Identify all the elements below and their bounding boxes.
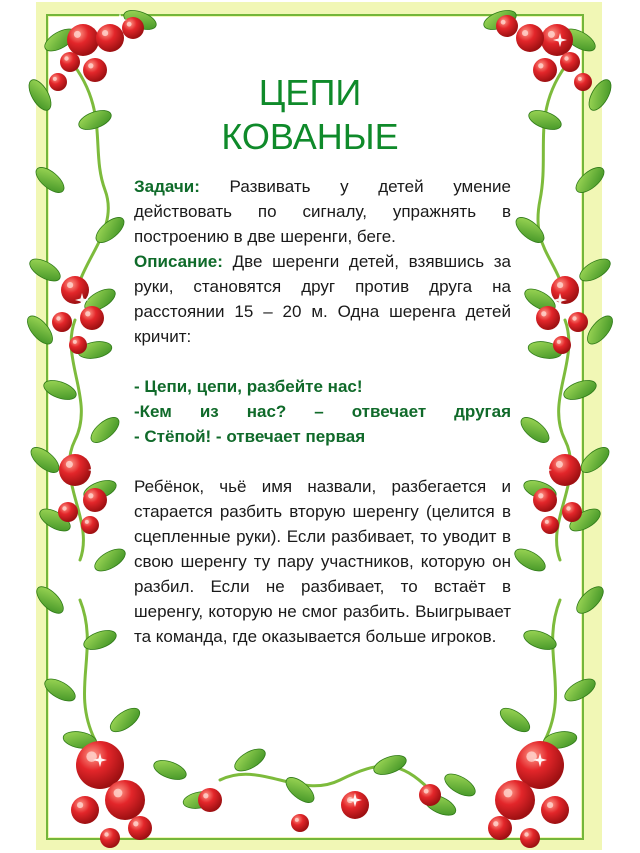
berry-highlight <box>501 20 506 25</box>
tasks-paragraph <box>134 174 511 249</box>
berry-highlight <box>88 493 93 498</box>
berry-icon <box>58 502 78 522</box>
berry-highlight <box>88 63 93 68</box>
leaf-icon <box>91 545 128 576</box>
berry-highlight <box>545 520 549 524</box>
berry-highlight <box>114 789 123 798</box>
berry-icon <box>516 24 544 52</box>
berry-highlight <box>104 832 108 836</box>
berry-icon <box>52 312 72 332</box>
leaf-icon <box>106 704 143 737</box>
dialogue-line-3: - Стёпой! - отвечает первая <box>134 427 366 446</box>
berry-highlight <box>564 56 568 60</box>
berry-icon <box>496 15 518 37</box>
berry-icon <box>568 312 588 332</box>
berry-icon <box>541 796 569 824</box>
berry-highlight <box>56 316 60 320</box>
berry-highlight <box>64 56 68 60</box>
leaf-icon <box>87 413 123 447</box>
leaf-icon <box>496 704 533 737</box>
berry-icon <box>60 52 80 72</box>
leaf-icon <box>576 255 613 286</box>
berry-highlight <box>102 30 108 36</box>
leaf-icon <box>27 443 63 477</box>
leaf-icon <box>561 675 598 706</box>
berry-icon <box>67 24 99 56</box>
berry-highlight <box>538 493 543 498</box>
dialogue-line-2: -Кем из нас? – отвечает другая <box>134 402 511 421</box>
description-label: Описание: <box>134 252 223 271</box>
berry-icon <box>80 306 104 330</box>
rules-paragraph: Ребёнок, чьё имя назвали, разбегается и старается разбить вторую шеренгу (целится в сцепленные руки). Если разбивает, то уводит в свою шеренгу ту пару участников, которую он разбил. Если не разбивает, то встаёт в шеренгу, которую не смог разбить. Выигрывает та команда, где оказывается больше игроков. <box>134 477 511 646</box>
berry-highlight <box>66 461 73 468</box>
berry-highlight <box>524 832 528 836</box>
berry-icon <box>100 828 120 848</box>
leaf-icon <box>32 163 68 197</box>
berry-highlight <box>77 802 83 808</box>
berry-icon <box>49 73 67 91</box>
spacer <box>134 349 511 374</box>
berry-highlight <box>541 311 546 316</box>
title-line-2: КОВАНЫЕ <box>221 116 399 158</box>
berry-icon <box>574 73 592 91</box>
description-paragraph <box>134 249 511 349</box>
vine-icon <box>70 60 108 300</box>
leaf-icon <box>572 582 607 617</box>
leaf-icon <box>441 770 478 801</box>
berry-icon <box>488 816 512 840</box>
berry-highlight <box>62 506 66 510</box>
berry-icon <box>128 816 152 840</box>
berry-highlight <box>547 802 553 808</box>
berry-icon <box>71 796 99 824</box>
berry-highlight <box>295 818 299 822</box>
berry-highlight <box>127 22 132 27</box>
berry-icon <box>536 306 560 330</box>
berry-highlight <box>557 282 563 288</box>
berry-highlight <box>566 506 570 510</box>
berry-highlight <box>572 316 576 320</box>
berry-icon <box>533 58 557 82</box>
berry-highlight <box>548 31 555 38</box>
berry-icon <box>495 780 535 820</box>
berry-icon <box>105 780 145 820</box>
berry-icon <box>562 502 582 522</box>
leaf-icon <box>151 757 188 784</box>
leaf-icon <box>32 582 67 617</box>
berry-icon <box>96 24 124 52</box>
tasks-label: Задачи: <box>134 177 200 196</box>
berry-highlight <box>67 282 73 288</box>
berry-icon <box>553 336 571 354</box>
berry-icon <box>520 828 540 848</box>
leaf-icon <box>577 443 613 477</box>
tasks-text: Развивать у детей умение действовать по сигналу, упражнять в построению в две шеренги, беге. <box>134 177 511 246</box>
leaf-icon <box>41 377 78 404</box>
leaf-icon <box>231 745 268 776</box>
berry-highlight <box>504 789 513 798</box>
leaf-icon <box>371 752 408 779</box>
leaf-icon <box>41 675 78 706</box>
berry-icon <box>560 52 580 72</box>
berry-highlight <box>557 340 561 344</box>
berry-highlight <box>53 77 57 81</box>
berry-highlight <box>522 30 528 36</box>
leaf-icon <box>572 163 608 197</box>
berry-highlight <box>493 821 498 826</box>
dialogue-line-1: - Цепи, цепи, разбейте нас! <box>134 377 363 396</box>
vine-icon <box>545 600 560 740</box>
berry-icon <box>69 336 87 354</box>
leaf-icon <box>511 545 548 576</box>
berry-highlight <box>556 461 563 468</box>
berry-highlight <box>74 31 81 38</box>
title-line-1: ЦЕПИ <box>258 72 362 114</box>
leaf-icon <box>282 773 318 807</box>
vine-icon <box>80 600 95 740</box>
berry-highlight <box>578 77 582 81</box>
berry-highlight <box>203 793 208 798</box>
berry-highlight <box>424 789 429 794</box>
leaf-icon <box>23 312 57 348</box>
berry-icon <box>533 488 557 512</box>
berry-icon <box>541 516 559 534</box>
berry-highlight <box>538 63 543 68</box>
leaf-icon <box>561 377 598 404</box>
berry-icon <box>198 788 222 812</box>
berry-icon <box>59 454 91 486</box>
berry-icon <box>419 784 441 806</box>
spacer <box>134 449 511 474</box>
berry-icon <box>83 58 107 82</box>
berry-highlight <box>85 520 89 524</box>
leaf-icon <box>583 312 617 348</box>
leaf-icon <box>517 413 553 447</box>
page-title <box>160 71 460 159</box>
description-text: Две шеренги детей, взявшись за руки, становятся друг против друга на расстоянии 15 – 20 м. Одна шеренга детей кричит: <box>134 252 511 346</box>
berry-highlight <box>85 311 90 316</box>
berry-highlight <box>133 821 138 826</box>
game-description <box>134 174 511 649</box>
berry-icon <box>549 454 581 486</box>
berry-icon <box>291 814 309 832</box>
berry-icon <box>83 488 107 512</box>
leaf-icon <box>26 255 63 286</box>
vine-icon <box>538 60 570 300</box>
berry-highlight <box>73 340 77 344</box>
berry-icon <box>81 516 99 534</box>
